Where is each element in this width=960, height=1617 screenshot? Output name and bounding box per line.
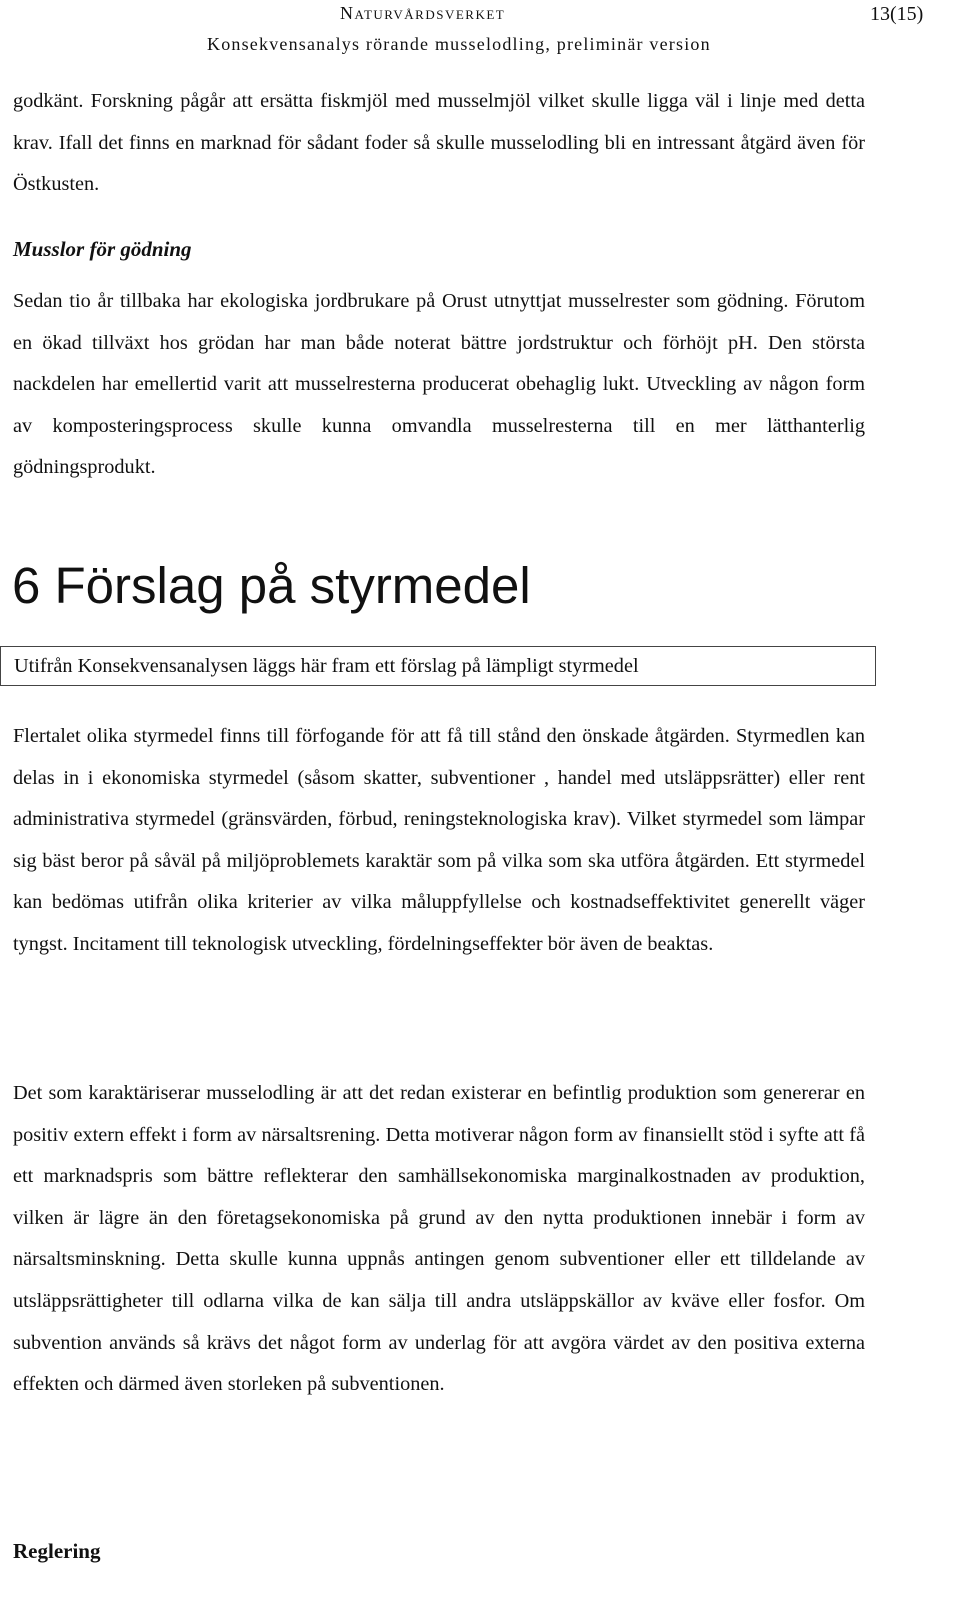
next-section-heading: Reglering (13, 1539, 101, 1563)
header-document-title: Konsekvensanalys rörande musselodling, preliminär version (207, 34, 711, 54)
chapter-paragraph-1: Flertalet olika styrmedel finns till förfogande för att få till stånd den önskade åtgärden. Styrmedlen kan delas in i ekonomiska styrmedel (såsom skatter, subventioner , handel med utsläppsrätter) eller rent administrativa styrmedel (gränsvärden, förbud, reningsteknologiska krav). Vilket styrmedel som lämpar sig bäst beror på såväl på miljöproblemets karaktär som på vilka som ska utföra åtgärden. Ett styrmedel kan bedömas utifrån olika kriterier av vilka måluppfyllelse och kostnadseffektivitet generellt väger tyngst. Incitament till teknologisk utveckling, fördelningseffekter bör även de beaktas. (13, 725, 865, 955)
fertilizer-section-paragraph: Sedan tio år tillbaka har ekologiska jordbrukare på Orust utnyttjat musselrester som gödning. Förutom en ökad tillväxt hos grödan har man både noterat bättre jordstruktur och förhöjt pH. Den största nackdelen har emellertid varit att musselresterna producerat obehaglig lukt. Utveckling av någon form av komposteringsprocess skulle kunna omvandla musselresterna till en mer lätthanterlig gödningsprodukt. (13, 290, 865, 479)
header-organization: Naturvårdsverket (340, 3, 506, 23)
chapter-summary-box: Utifrån Konsekvensanalysen läggs här fram ett förslag på lämpligt styrmedel (0, 646, 876, 686)
chapter-heading: 6 Förslag på styrmedel (12, 557, 531, 614)
chapter-paragraph-2: Det som karaktäriserar musselodling är att det redan existerar en befintlig produktion som genererar en positiv extern effekt i form av närsaltsrening. Detta motiverar någon form av finansiellt stöd i syfte att få ett marknadspris som bättre reflekterar den samhällsekonomiska marginalkostnaden av produktion, vilken är lägre än den företagsekonomiska på grund av den nytta produktionen innebär i form av närsaltsminskning. Detta skulle kunna uppnås antingen genom subventioner eller ett tilldelande av utsläppsrättigheter till odlarna vilka de kan sälja till andra utsläppskällor av kväve eller fosfor. Om subvention används så krävs det något form av underlag för att avgöra värdet av den positiva externa effekten och därmed även storleken på subventionen. (13, 1082, 865, 1396)
intro-paragraph: godkänt. Forskning pågår att ersätta fiskmjöl med musselmjöl vilket skulle ligga väl i linje med detta krav. Ifall det finns en marknad för sådant foder så skulle musselodling bli en intressant åtgärd även för Östkusten. (13, 90, 865, 196)
header-page-number: 13(15) (870, 3, 924, 25)
fertilizer-section-heading: Musslor för gödning (13, 237, 192, 261)
